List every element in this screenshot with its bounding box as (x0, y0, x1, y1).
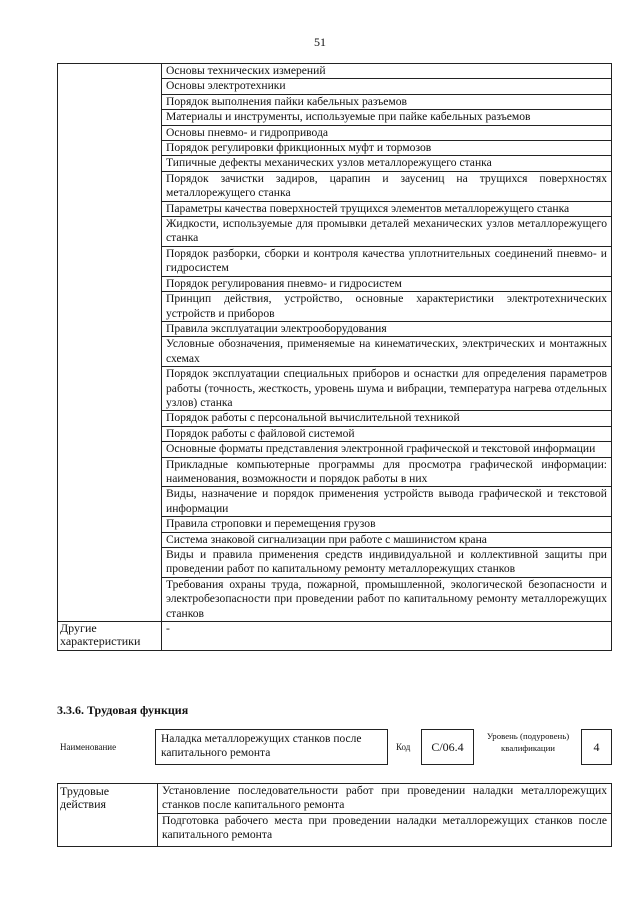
knowledge-item-cell: Принцип действия, устройство, основные характеристики электротехнических устройств и приборов (162, 292, 612, 322)
function-name-box: Наладка металлорежущих станков после капитального ремонта (155, 729, 388, 765)
knowledge-label-cell (58, 64, 162, 622)
knowledge-item-cell: Основы электротехники (162, 79, 612, 94)
code-label: Код (396, 742, 411, 752)
table-row (58, 64, 612, 79)
knowledge-item-cell: Порядок работы с персональной вычислительной техникой (162, 411, 612, 426)
page-number: 51 (314, 35, 326, 49)
knowledge-item-cell: Порядок зачистки задиров, царапин и заусениц на трущихся поверхностях металлорежущего станка (162, 171, 612, 201)
table-row (58, 622, 612, 651)
knowledge-item-cell: Порядок регулирования пневмо- и гидросистем (162, 276, 612, 291)
other-characteristics-value: - (162, 622, 612, 651)
name-label: Наименование (60, 742, 117, 752)
knowledge-item-cell: Система знаковой сигнализации при работе с машинистом крана (162, 532, 612, 547)
knowledge-item-cell: Условные обозначения, применяемые на кинематических, электрических и монтажных схемах (162, 337, 612, 367)
table-row (58, 784, 612, 814)
knowledge-item-cell: Виды и правила применения средств индивидуальной и коллективной защиты при проведении работ по капитальному ремонту металлорежущих станков (162, 548, 612, 578)
knowledge-item-cell: Порядок разборки, сборки и контроля качества уплотнительных соединений пневмо- и гидросистем (162, 246, 612, 276)
knowledge-item-cell: Основные форматы представления электронной графической и текстовой информации (162, 442, 612, 457)
qualification-level-label: Уровень (подуровень) квалификации (486, 731, 570, 753)
knowledge-item-cell: Порядок эксплуатации специальных приборов и оснастки для определения параметров работы (точность, жесткость, уровень шума и вибрации, температура нагрева отдельных узлов) станка (162, 367, 612, 411)
knowledge-item-cell: Прикладные компьютерные программы для просмотра графической информации: наименования, возможности и порядок работы в них (162, 457, 612, 487)
labor-action-cell: Подготовка рабочего места при проведении наладки металлорежущих станков после капитального ремонта (158, 813, 612, 846)
knowledge-item-cell: Параметры качества поверхностей трущихся элементов металлорежущего станка (162, 201, 612, 216)
function-code-box: C/06.4 (421, 729, 474, 765)
knowledge-item-cell: Порядок работы с файловой системой (162, 426, 612, 441)
labor-actions-table (57, 783, 612, 847)
knowledge-item-cell: Порядок выполнения пайки кабельных разъемов (162, 94, 612, 109)
knowledge-item-cell: Порядок регулировки фрикционных муфт и тормозов (162, 141, 612, 156)
knowledge-item-cell: Материалы и инструменты, используемые при пайке кабельных разъемов (162, 110, 612, 125)
knowledge-item-cell: Основы пневмо- и гидропривода (162, 125, 612, 140)
knowledge-item-cell: Правила строповки и перемещения грузов (162, 517, 612, 532)
other-characteristics-label: Другие характеристики (58, 622, 162, 651)
knowledge-item-cell: Жидкости, используемые для промывки деталей механических узлов металлорежущего станка (162, 217, 612, 247)
knowledge-item-cell: Типичные дефекты механических узлов металлорежущего станка (162, 156, 612, 171)
knowledge-item-cell: Виды, назначение и порядок применения устройств вывода графической и текстовой информации (162, 487, 612, 517)
labor-actions-label: Трудовые действия (58, 784, 158, 847)
section-heading: 3.3.6. Трудовая функция (57, 703, 189, 717)
knowledge-item-cell: Правила эксплуатации электрооборудования (162, 321, 612, 336)
knowledge-item-cell: Требования охраны труда, пожарной, промышленной, экологической безопасности и электробезопасности при проведении работ по капитальному ремонту металлорежущих станков (162, 577, 612, 621)
qualification-level-box: 4 (581, 729, 612, 765)
labor-action-cell: Установление последовательности работ при проведении наладки металлорежущих станков после капитального ремонта (158, 784, 612, 814)
knowledge-item-cell: Основы технических измерений (162, 64, 612, 79)
knowledge-table (57, 63, 612, 651)
